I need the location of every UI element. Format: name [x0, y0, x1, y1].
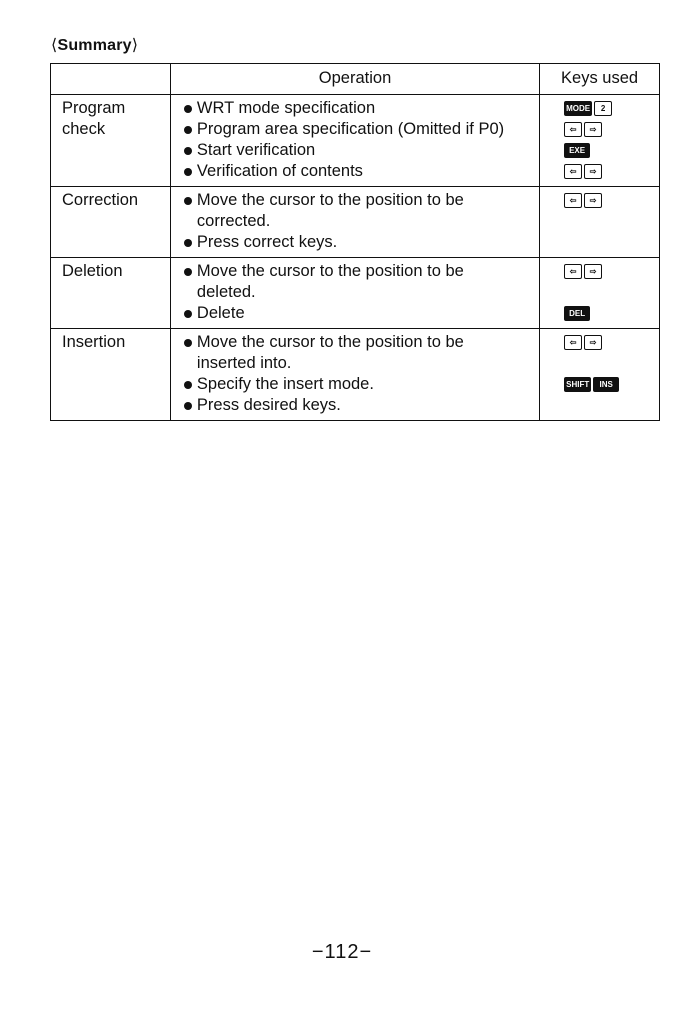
bullet-icon — [184, 197, 192, 205]
operation-line: Program area specification (Omitted if P0) — [196, 120, 505, 138]
row-label-line: check — [62, 120, 106, 138]
table-row — [51, 187, 660, 258]
ins-key-icon: INS — [593, 377, 619, 392]
bullet-icon — [184, 105, 192, 113]
keys-cell — [540, 329, 660, 421]
bullet-icon — [184, 239, 192, 247]
operation-text — [197, 140, 315, 161]
row-label-line: Correction — [62, 191, 139, 209]
operation-line: Move the cursor to the position to be — [196, 333, 464, 351]
key-sequence — [564, 190, 655, 211]
operation-line: WRT mode specification — [196, 99, 376, 117]
operation-cell — [170, 258, 539, 329]
operation-line: inserted into. — [196, 354, 292, 372]
section-heading — [51, 35, 138, 55]
right-arrow-key-icon: ⇨ — [584, 164, 602, 179]
operation-line: Move the cursor to the position to be — [196, 191, 464, 209]
header-blank — [51, 64, 171, 95]
operation-line: deleted. — [196, 283, 256, 301]
operation-text — [197, 161, 363, 182]
bullet-icon — [184, 268, 192, 276]
table-row — [51, 258, 660, 329]
key-sequence — [564, 374, 655, 395]
operation-line: corrected. — [196, 212, 271, 230]
operation-item — [184, 98, 533, 119]
row-label — [51, 258, 171, 329]
right-arrow-key-icon: ⇨ — [584, 264, 602, 279]
operation-cell — [170, 95, 539, 187]
table-row — [51, 95, 660, 187]
operation-item — [184, 161, 533, 182]
key-sequence — [564, 282, 655, 303]
page-number: −112− — [311, 941, 373, 963]
bullet-icon — [184, 310, 192, 318]
operation-line: Verification of contents — [196, 162, 363, 180]
operation-item — [184, 303, 533, 324]
operation-line: Delete — [196, 304, 245, 322]
shift-key-icon: SHIFT — [564, 377, 591, 392]
bullet-icon — [184, 339, 192, 347]
operation-line: Press correct keys. — [196, 233, 338, 251]
key-sequence — [564, 261, 655, 282]
heading-close-bracket: ⟩ — [131, 37, 139, 54]
left-arrow-key-icon: ⇦ — [564, 193, 582, 208]
key-sequence — [564, 303, 655, 324]
heading-open-bracket: ⟨ — [51, 37, 58, 54]
row-label — [51, 329, 171, 421]
right-arrow-key-icon: ⇨ — [584, 335, 602, 350]
bullet-icon — [184, 402, 192, 410]
left-arrow-key-icon: ⇦ — [564, 122, 582, 137]
bullet-icon — [184, 381, 192, 389]
key-sequence — [564, 332, 655, 353]
operation-text — [197, 98, 375, 119]
del-key-icon: DEL — [564, 306, 590, 321]
bullet-icon — [184, 168, 192, 176]
operation-item — [184, 190, 533, 232]
operation-text — [197, 190, 464, 232]
exe-key-icon: EXE — [564, 143, 590, 158]
header-operation: Operation — [170, 64, 539, 95]
summary-table — [50, 63, 660, 421]
table-header-row — [51, 64, 660, 95]
operation-item — [184, 119, 533, 140]
row-label — [51, 187, 171, 258]
mode-key-icon: MODE — [564, 101, 592, 116]
key-sequence — [564, 161, 655, 182]
heading-text: Summary — [57, 37, 132, 54]
operation-text — [197, 332, 464, 374]
operation-text — [197, 232, 337, 253]
row-label-line: Insertion — [62, 333, 126, 351]
operation-text — [197, 261, 464, 303]
operation-line: Start verification — [196, 141, 316, 159]
keys-cell — [540, 95, 660, 187]
row-label-line: Program — [62, 99, 126, 117]
left-arrow-key-icon: ⇦ — [564, 335, 582, 350]
bullet-icon — [184, 126, 192, 134]
operation-text — [197, 395, 341, 416]
operation-cell — [170, 329, 539, 421]
keys-cell — [540, 258, 660, 329]
operation-text — [197, 303, 245, 324]
keys-cell — [540, 187, 660, 258]
operation-item — [184, 232, 533, 253]
key-sequence — [564, 98, 655, 119]
key-sequence — [564, 140, 655, 161]
row-label — [51, 95, 171, 187]
operation-item — [184, 261, 533, 303]
operation-item — [184, 395, 533, 416]
right-arrow-key-icon: ⇨ — [584, 122, 602, 137]
2-key-icon: 2 — [594, 101, 612, 116]
operation-text — [197, 374, 374, 395]
operation-item — [184, 140, 533, 161]
row-label-line: Deletion — [62, 262, 123, 280]
key-sequence — [564, 119, 655, 140]
operation-line: Move the cursor to the position to be — [196, 262, 464, 280]
right-arrow-key-icon: ⇨ — [584, 193, 602, 208]
operation-line: Specify the insert mode. — [196, 375, 374, 393]
operation-line: Press desired keys. — [196, 396, 341, 414]
operation-item — [184, 332, 533, 374]
bullet-icon — [184, 147, 192, 155]
key-sequence — [564, 353, 655, 374]
left-arrow-key-icon: ⇦ — [564, 164, 582, 179]
header-keys-used: Keys used — [540, 64, 660, 95]
table-row — [51, 329, 660, 421]
operation-text — [197, 119, 504, 140]
left-arrow-key-icon: ⇦ — [564, 264, 582, 279]
operation-cell — [170, 187, 539, 258]
operation-item — [184, 374, 533, 395]
